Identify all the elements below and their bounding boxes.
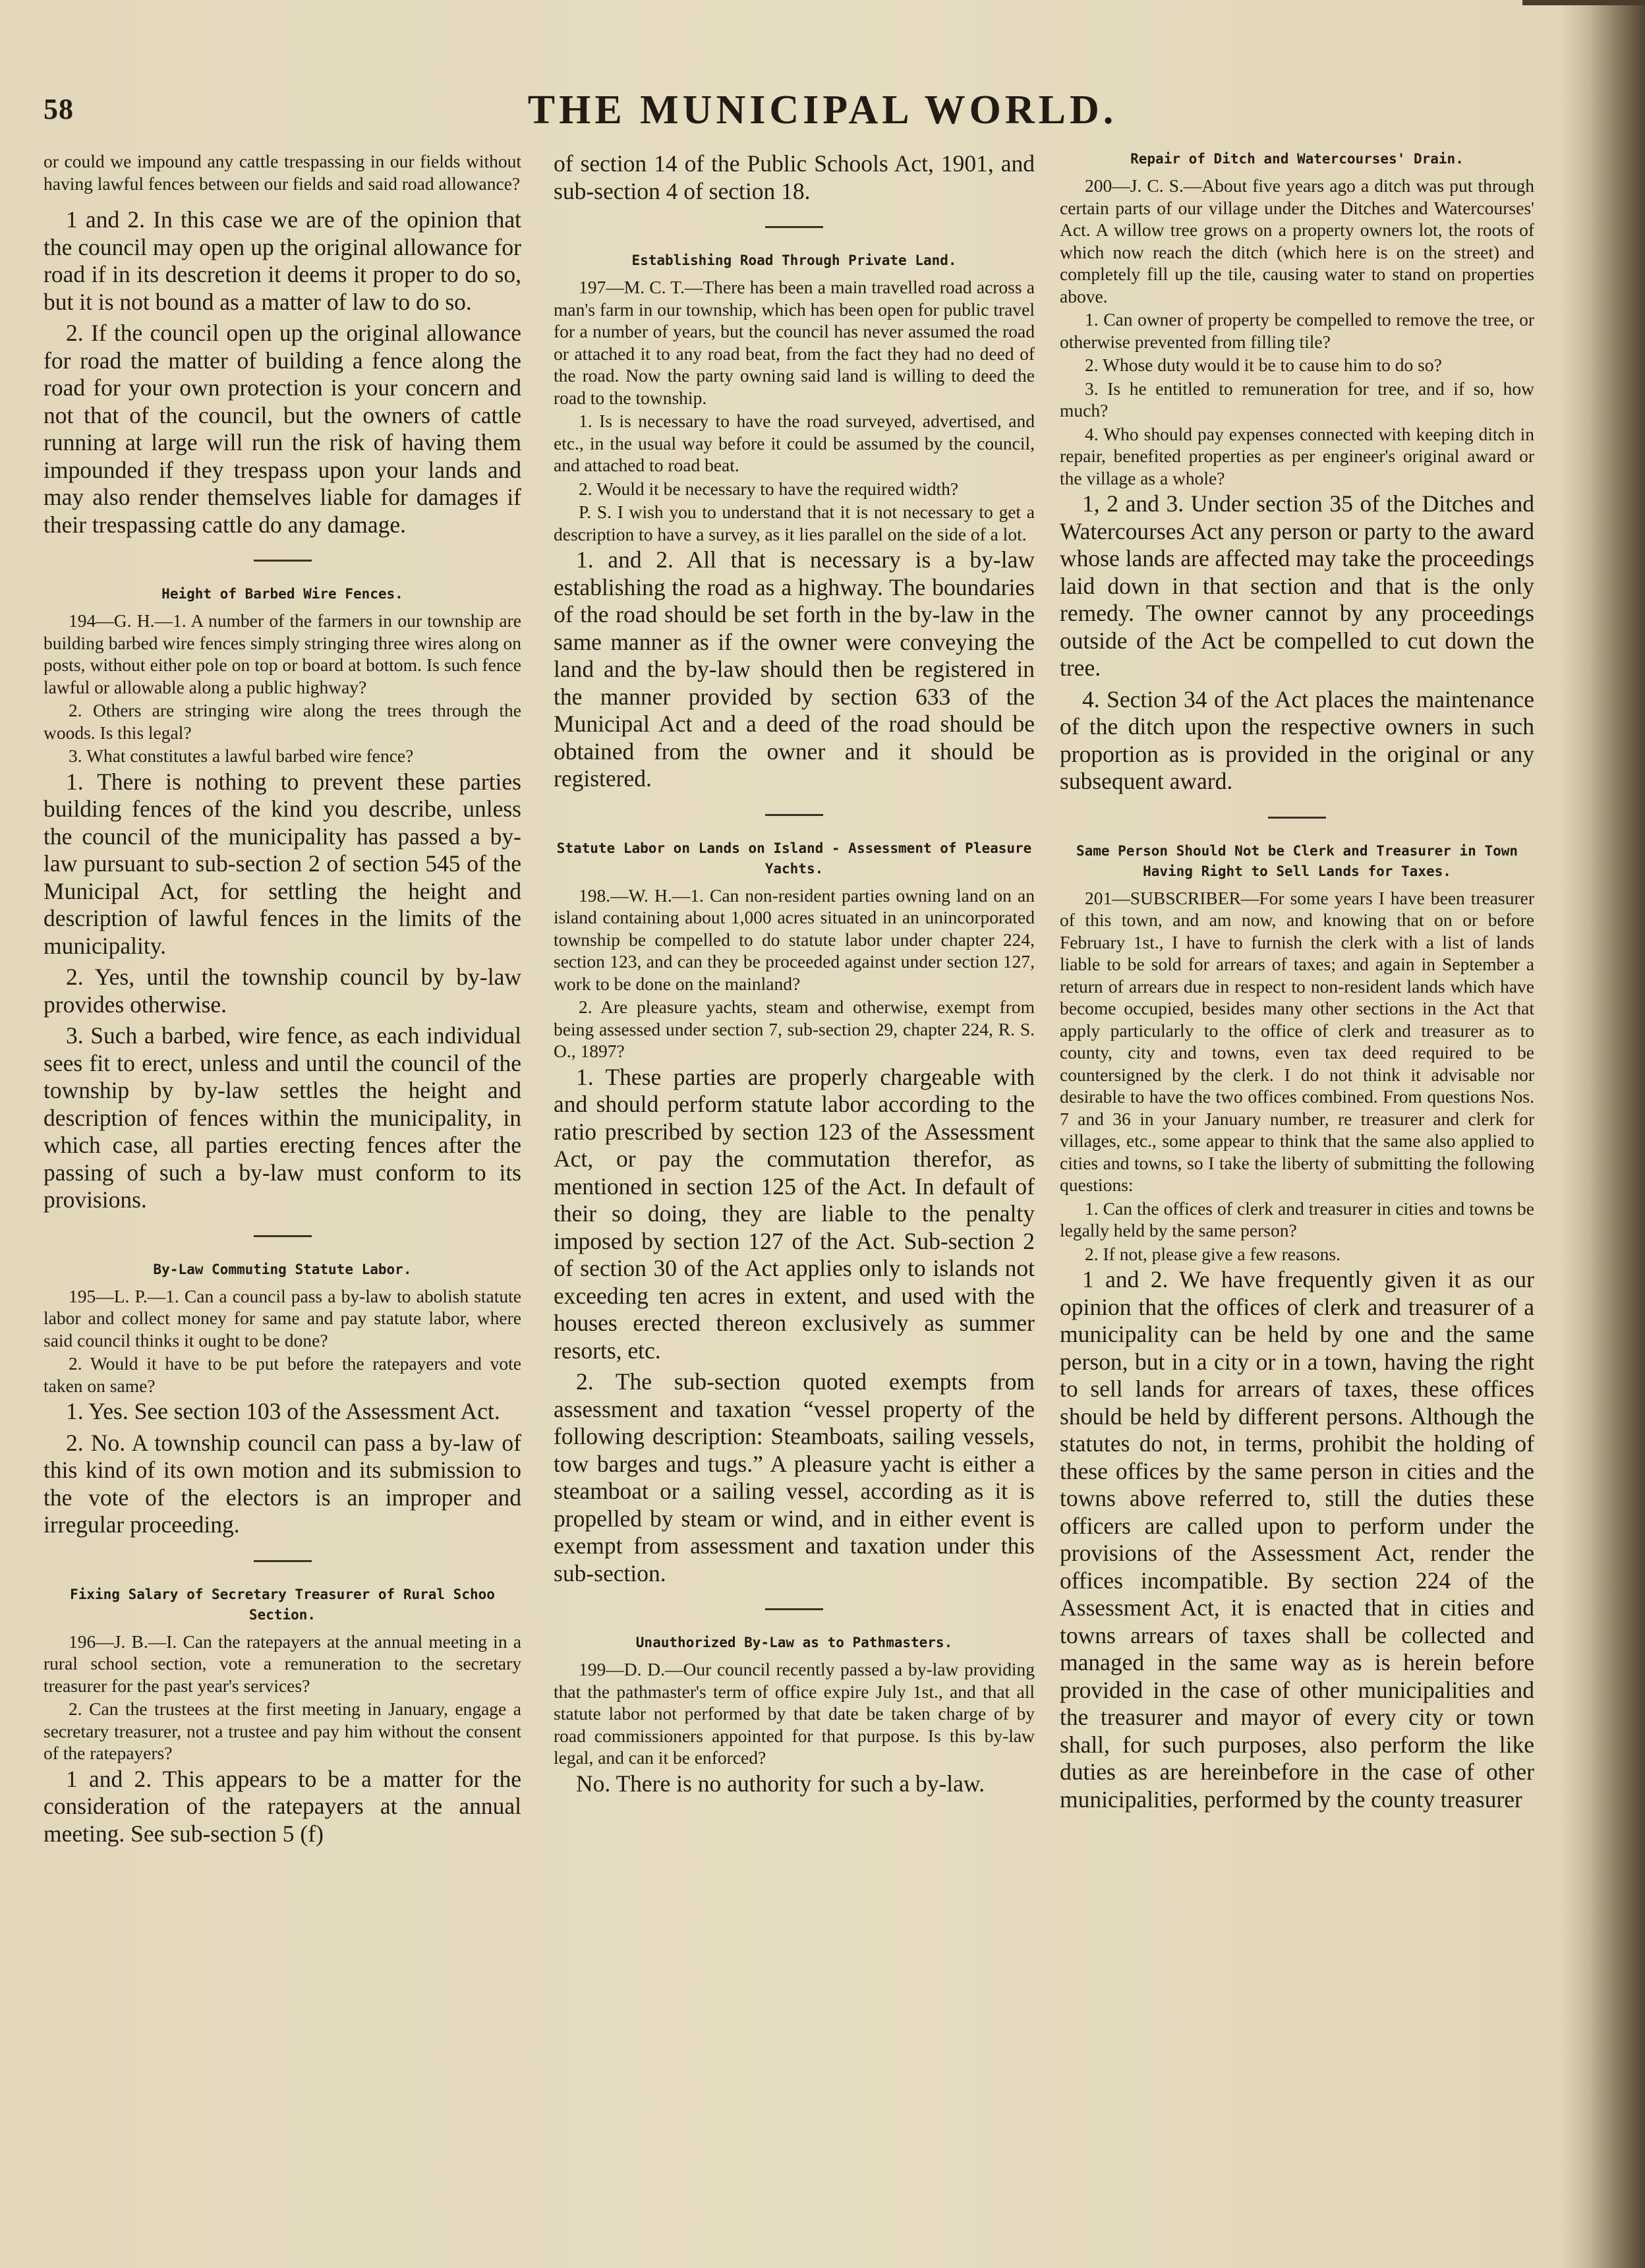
question: 196—J. B.—I. Can the ratepayers at the annual meeting in a rural school section, vote a remuneration to the secretary treasurer for the past year's services? xyxy=(43,1631,521,1696)
question: 201—SUBSCRIBER—For some years I have been treasurer of this town, and am now, and knowing that on or before February 1st., I have to furnish the clerk with a list of lands liable to be sold for arrears of taxes; and again in September a return of arrears due in respect to non-resident lands which have become occupied, besides many other sections in the Act that apply particularly to the office of clerk and treasurer as to county, city and towns, even tax deed required to be countersigned by the clerk. I do not think it advisable nor desirable to have the two offices combined. From questions Nos. 7 and 36 in your January number, re treasurer and clerk for villages, etc., some appear to think that the same also applied to cities and towns, so I take the liberty of submitting the following questions: xyxy=(1060,887,1534,1195)
answer: 1 and 2. We have frequently given it as our opinion that the offices of clerk and treasurer of a municipality can be held by one and the same person, but in a city or in a town, having the right to sell lands for arrears of taxes, these offices should be held by different persons. Although the statutes do not, in terms, prohibit the holding of these offices by the same person in cities and the towns above referred to, still the duties these officers are called upon to perform under the provisions of the Assessment Act, render the offices incompatible. By section 224 of the Assessment Act, it is enacted that in cities and towns arrears of taxes shall be collected and managed in the same way as is herein before provided in the case of other municipalities and the treasurer and mayor of every city or town shall, for such purposes, also perform the like duties as are hereinbefore in the case of other municipalities, performed by the county treasurer xyxy=(1060,1266,1534,1813)
section-heading: Unauthorized By-Law as to Pathmasters. xyxy=(635,1635,953,1650)
answer: 1. There is nothing to prevent these parties building fences of the kind you describe, unless the council of the municipality has passed a by-law pursuant to sub-section 2 of section 545 of the Municipal Act, for settling the height and description of lawful fences in the limits of the municipality. xyxy=(43,768,521,959)
answer: 4. Section 34 of the Act places the maintenance of the ditch upon the respective owners in such proportion as is provided in the original or any subsequent award. xyxy=(1060,685,1534,794)
answer-continuation: of section 14 of the Public Schools Act, 1901, and sub-section 4 of section 18. xyxy=(554,150,1035,204)
answer: 3. Such a barbed, wire fence, as each individual sees fit to erect, unless and until the council of the township by by-law settles the height and description of fences within the municipality, in which case, all parties erecting fences after the passing of such a by-law must conform to its provisions. xyxy=(43,1022,521,1213)
section-heading: Same Person Should Not be Clerk and Treasurer in Town Having Right to Sell Lands for Taxes. xyxy=(1076,842,1518,879)
question: 195—L. P.—1. Can a council pass a by-law to abolish statute labor and collect money for same and pay statute labor, where said council thinks it ought to be done? xyxy=(43,1285,521,1351)
column-2 xyxy=(554,150,1035,1801)
answer: 1 and 2. This appears to be a matter for the consideration of the ratepayers at the annual meeting. See sub-section 5 (f) xyxy=(43,1765,521,1847)
section-divider xyxy=(254,560,312,562)
question: 2. Would it be necessary to have the required width? xyxy=(579,478,959,499)
answer: 2. No. A township council can pass a by-law of this kind of its own motion and its submission to the vote of the electors is an improper and irregular proceeding. xyxy=(43,1429,521,1538)
question: 1. Is is necessary to have the road surveyed, advertised, and etc., in the usual way before it could be assumed by the council, and attached to road beat. xyxy=(554,411,1035,475)
answer: No. There is no authority for such a by-law. xyxy=(576,1770,985,1797)
column-1 xyxy=(43,150,521,1851)
column-3 xyxy=(1060,150,1534,1817)
answer: 1 and 2. In this case we are of the opinion that the council may open up the original allowance for road if in its descretion it deems it proper to do so, but it is not bound as a matter of law to do so. xyxy=(43,206,521,315)
answer: 1. Yes. See section 103 of the Assessment Act. xyxy=(66,1398,500,1424)
section-heading: Repair of Ditch and Watercourses' Drain. xyxy=(1130,151,1464,167)
question: 3. What constitutes a lawful barbed wire fence? xyxy=(69,745,414,766)
top-edge-mark xyxy=(1522,0,1645,5)
answer: 1, 2 and 3. Under section 35 of the Ditches and Watercourses Act any person or party to the award whose lands are affected may take the proceedings laid down in that section and that is the only remedy. The owner cannot by any proceedings outside of the Act be compelled to cut down the tree. xyxy=(1060,490,1534,681)
binding-shadow xyxy=(1559,0,1645,2268)
question: P. S. I wish you to understand that it is not necessary to get a description to have a survey, as it lies parallel on the side of a lot. xyxy=(554,502,1035,544)
page-title: THE MUNICIPAL WORLD. xyxy=(527,88,1118,132)
question: 2. If not, please give a few reasons. xyxy=(1085,1243,1341,1264)
question: 1. Can the offices of clerk and treasurer in cities and towns be legally held by the same person? xyxy=(1060,1198,1534,1240)
section-divider xyxy=(254,1560,312,1562)
answer: 2. The sub-section quoted exempts from assessment and taxation “vessel property of the following description: Steamboats, sailing vessels, tow barges and tugs.” A pleasure yacht is either a steamboat or a sailing vessel, according as it is propelled by steam or wind, and in either event is exempt from assessment and taxation under this sub-section. xyxy=(554,1368,1035,1586)
question: 199—D. D.—Our council recently passed a by-law providing that the pathmaster's term of office expire July 1st., and that all statute labor not performed by that date be taken charge of by road commissioners appointed for that purpose. Is this by-law legal, and can it be enforced? xyxy=(554,1659,1035,1768)
answer: 1. These parties are properly chargeable with and should perform statute labor according to the ratio prescribed by section 123 of the Assessment Act, or pay the commutation therefor, as mentioned in section 125 of the Act. In default of their so doing, they are liable to the penalty imposed by section 127 of the Act. Sub-section 2 of section 30 of the Act applies only to islands not exceeding ten acres in extent, and used with the houses erected thereon exclusively as summer resorts, etc. xyxy=(554,1063,1035,1364)
section-heading: By-Law Commuting Statute Labor. xyxy=(153,1261,412,1277)
answer: 1. and 2. All that is necessary is a by-law establishing the road as a highway. The boundaries of the road should be set forth in the by-law in the same manner as if the owner were conveying the land and the by-law should then be registered in the manner provided by section 633 of the Municipal Act and a deed of the road should be obtained from the owner and it should be registered. xyxy=(554,546,1035,792)
answer: 2. If the council open up the original allowance for road the matter of building a fence along the road for your own protection is your concern and not that of the council, but the owners of cattle running at large will run the risk of having them impounded if they trespass upon your lands and may also render themselves liable for damages if their trespassing cattle do any damage. xyxy=(43,320,521,538)
section-divider xyxy=(765,814,823,816)
section-divider xyxy=(1268,817,1326,819)
section-heading: Establishing Road Through Private Land. xyxy=(631,252,957,268)
section-heading: Height of Barbed Wire Fences. xyxy=(161,586,403,602)
question: 2. Can the trustees at the first meeting in January, engage a secretary treasurer, not a trustee and pay him without the consent of the ratepayers? xyxy=(43,1699,521,1763)
section-heading: Statute Labor on Lands on Island - Assessment of Pleasure Yachts. xyxy=(556,840,1032,877)
question: 194—G. H.—1. A number of the farmers in our township are building barbed wire fences simply stringing three wires along on posts, without either pole on top or board at bottom. Is such fence lawful or allowable along a public highway? xyxy=(43,610,521,697)
page-number: 58 xyxy=(43,93,74,125)
section-heading: Fixing Salary of Secretary Treasurer of Rural Schoo Section. xyxy=(70,1586,495,1623)
question: 2. Whose duty would it be to cause him to do so? xyxy=(1085,355,1442,375)
question: 197—M. C. T.—There has been a main travelled road across a man's farm in our township, which has been open for public travel for a number of years, but the council has never assumed the road or attached it to any road beat, from the fact they had no deed of the road. Now the party owning said land is willing to deed the road to the township. xyxy=(554,277,1035,408)
question: 4. Who should pay expenses connected with keeping ditch in repair, benefited properties as per engineer's original award or the village as a whole? xyxy=(1060,423,1534,488)
section-divider xyxy=(765,226,823,228)
question: 200—J. C. S.—About five years ago a ditch was put through certain parts of our village under the Ditches and Watercourses' Act. A willow tree grows on a property owners lot, the roots of which now reach the ditch (which here is on the street) and completely fill up the tile, causing water to stand on properties above. xyxy=(1060,175,1534,306)
question: 2. Are pleasure yachts, steam and otherwise, exempt from being assessed under section 7, sub-section 29, chapter 224, R. S. O., 1897? xyxy=(554,997,1035,1061)
question-continuation: or could we impound any cattle trespassing in our fields without having lawful fences between our fields and said road allowance? xyxy=(43,151,521,194)
question: 2. Others are stringing wire along the trees through the woods. Is this legal? xyxy=(43,700,521,743)
answer: 2. Yes, until the township council by by-law provides otherwise. xyxy=(43,964,521,1018)
question: 198.—W. H.—1. Can non-resident parties owning land on an island containing about 1,000 acres situated in an unincorporated township be compelled to do statute labor under chapter 224, section 123, and can they be proceeded against under section 127, work to be done on the mainland? xyxy=(554,885,1035,994)
section-divider xyxy=(765,1608,823,1610)
question: 2. Would it have to be put before the ratepayers and vote taken on same? xyxy=(43,1353,521,1396)
section-divider xyxy=(254,1235,312,1237)
question: 1. Can owner of property be compelled to remove the tree, or otherwise prevented from filling tile? xyxy=(1060,309,1534,352)
question: 3. Is he entitled to remuneration for tree, and if so, how much? xyxy=(1060,378,1534,421)
